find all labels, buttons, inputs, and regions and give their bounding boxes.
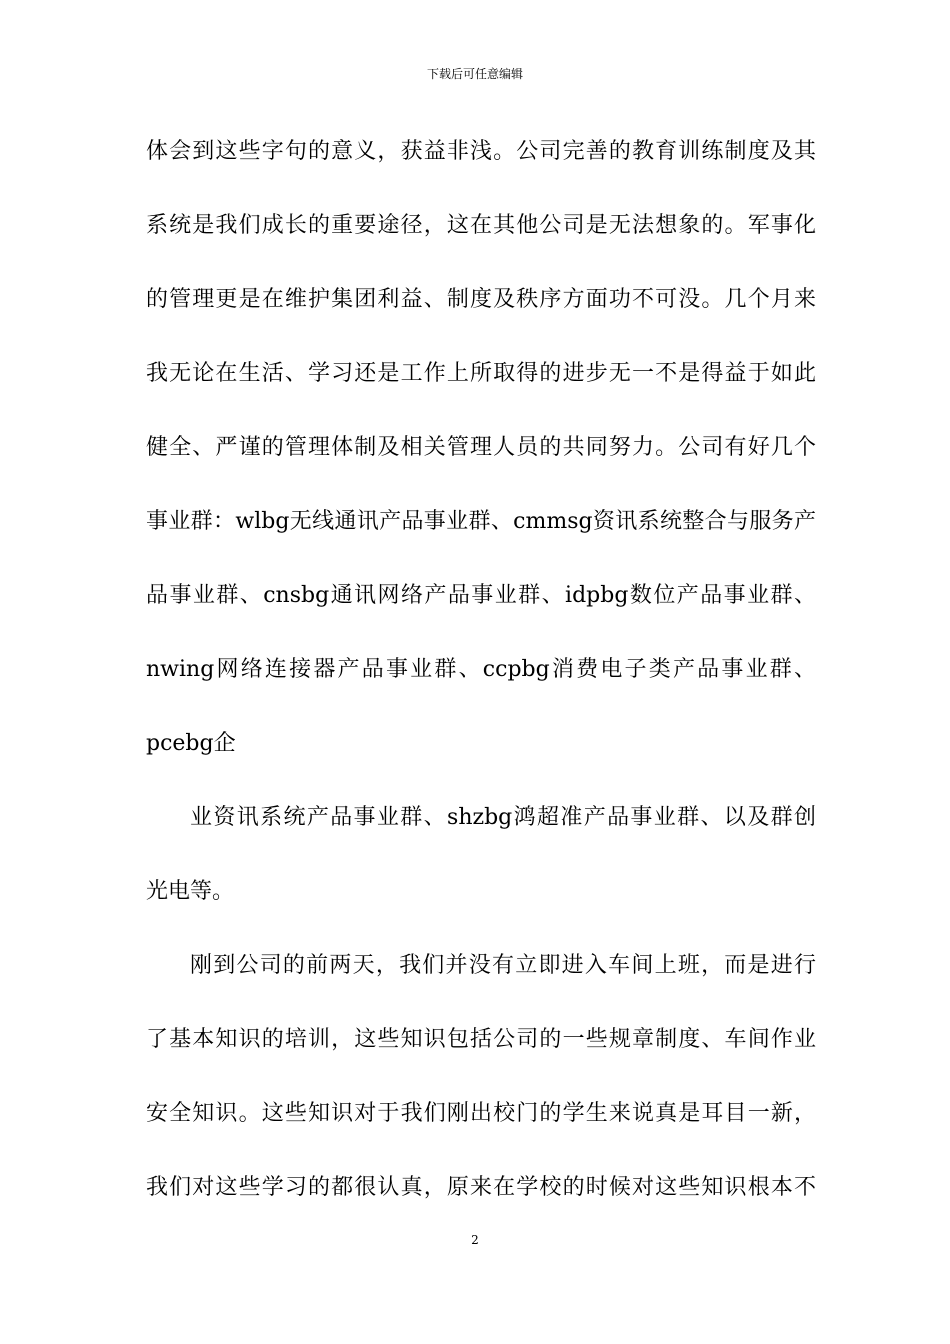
body-line: 系统是我们成长的重要途径，这在其他公司是无法想象的。军事化 bbox=[146, 213, 816, 238]
body-line: 业资讯系统产品事业群、shzbg鸿超准产品事业群、以及群创 bbox=[190, 805, 816, 830]
body-line: 刚到公司的前两天，我们并没有立即进入车间上班，而是进行 bbox=[190, 953, 816, 978]
body-line: 的管理更是在维护集团利益、制度及秩序方面功不可没。几个月来 bbox=[146, 287, 816, 312]
body-line: nwing网络连接器产品事业群、ccpbg消费电子类产品事业群、 bbox=[146, 657, 816, 682]
body-line: 了基本知识的培训，这些知识包括公司的一些规章制度、车间作业 bbox=[146, 1027, 816, 1052]
body-line: 健全、严谨的管理体制及相关管理人员的共同努力。公司有好几个 bbox=[146, 435, 816, 460]
body-line: 安全知识。这些知识对于我们刚出校门的学生来说真是耳目一新， bbox=[146, 1101, 816, 1126]
page-number: 2 bbox=[471, 1233, 479, 1247]
page-header-note: 下载后可任意编辑 bbox=[426, 67, 523, 81]
body-line: 体会到这些字句的意义，获益非浅。公司完善的教育训练制度及其 bbox=[146, 139, 816, 164]
body-line: 我们对这些学习的都很认真，原来在学校的时候对这些知识根本不 bbox=[146, 1175, 816, 1200]
body-line: 品事业群、cnsbg通讯网络产品事业群、idpbg数位产品事业群、 bbox=[146, 583, 816, 608]
body-line: 我无论在生活、学习还是工作上所取得的进步无一不是得益于如此 bbox=[146, 361, 816, 386]
body-line: 事业群：wlbg无线通讯产品事业群、cmmsg资讯系统整合与服务产 bbox=[146, 509, 816, 534]
body-line: pcebg企 bbox=[146, 731, 236, 756]
body-line: 光电等。 bbox=[146, 879, 235, 904]
